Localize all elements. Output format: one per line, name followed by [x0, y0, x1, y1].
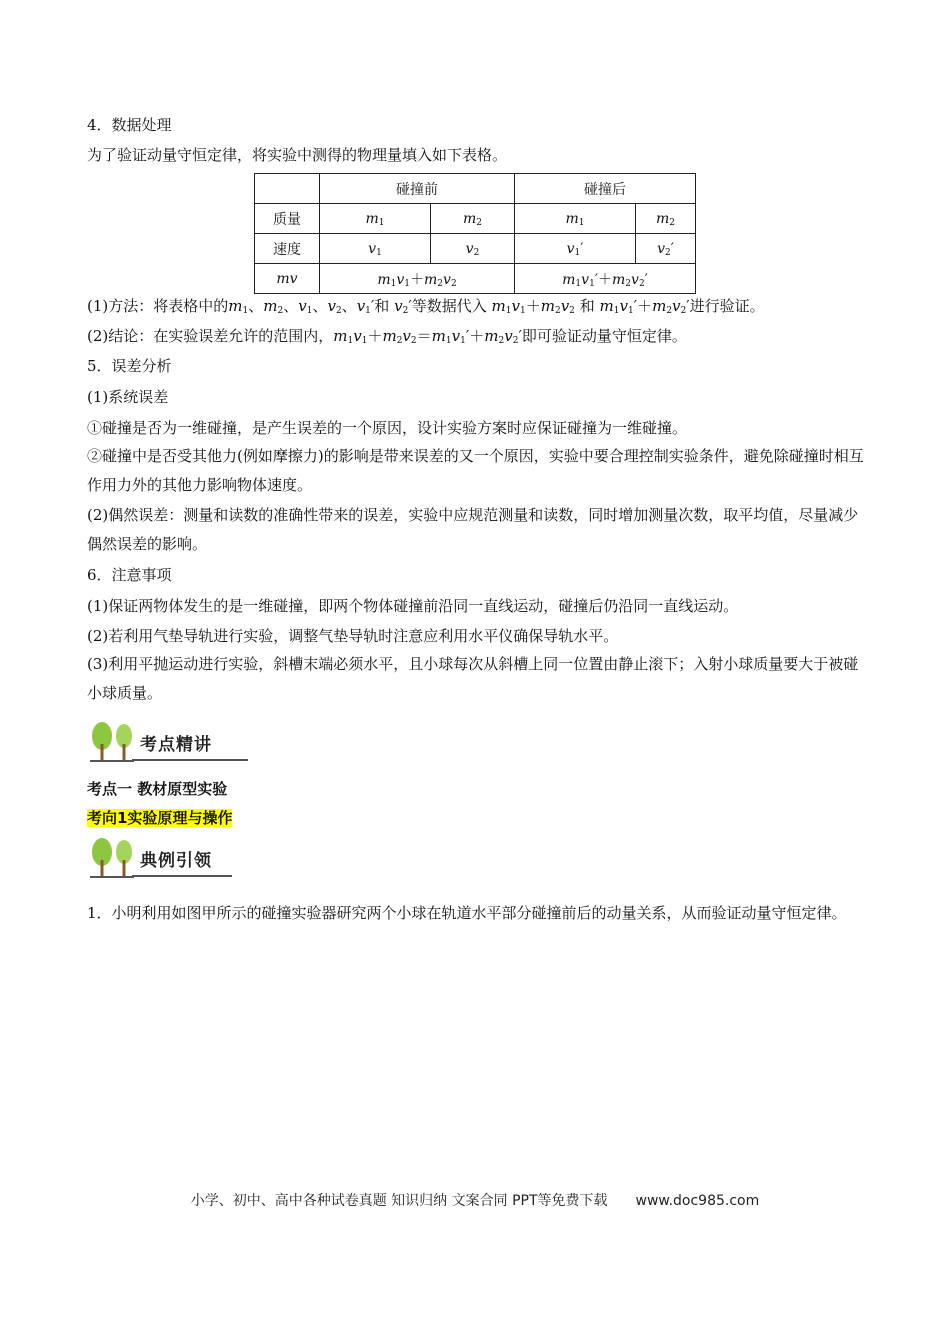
- row-mv-label: mv: [255, 264, 320, 294]
- conclusion-paragraph: (2)结论：在实验误差允许的范围内，$m_1v_1+m_2v_2=m_1v_1'+m_2v_2'$即可验证动量守恒定律。: [87, 327, 687, 346]
- data-table: 碰撞前 碰撞后 质量 $m_1$ $m_2$ $m_1$ $m_2$ 速度 $v_1$ $v_2$ $v_1'$ $v_2'$ mv $m_1v_1+m_2v_2$ $m_1v_1'+m_2v_2'$: [254, 173, 696, 294]
- badge-title: 典例引领: [140, 851, 212, 871]
- section6-p1: (1)保证两物体发生的是一维碰撞，即两个物体碰撞前沿同一直线运动，碰撞后仍沿同一直线运动。: [87, 597, 739, 615]
- section-heading-5: 5．误差分析: [87, 357, 172, 375]
- section6-p2: (2)若利用气垫导轨进行实验，调整气垫导轨时注意应利用水平仪确保导轨水平。: [87, 627, 619, 645]
- badge-title: 考点精讲: [140, 735, 212, 755]
- tree-icon: [88, 720, 136, 766]
- header-after: 碰撞后: [515, 174, 696, 204]
- page-footer: [0, 1190, 950, 1210]
- section5-p4: (2)偶然误差：测量和读数的准确性带来的误差，实验中应规范测量和读数，同时增加测量次数，取平均值，尽量减少偶然误差的影响。: [87, 506, 859, 553]
- footer-text: 小学、初中、高中各种试卷真题 知识归纳 文案合同 PPT等免费下载: [190, 1193, 608, 1209]
- section-heading-4: 4．数据处理: [87, 116, 172, 134]
- badge-kaodian-jingjiang: [88, 720, 248, 766]
- header-before: 碰撞前: [320, 174, 515, 204]
- section4-intro: 为了验证动量守恒定律，将实验中测得的物理量填入如下表格。: [87, 146, 508, 164]
- kaodian-title: 考点一 教材原型实验: [87, 780, 228, 798]
- section6-p3: (3)利用平抛运动进行实验，斜槽末端必须水平，且小球每次从斜槽上同一位置由静止滚下；入射小球质量要大于被碰小球质量。: [87, 655, 859, 702]
- section5-p3: ②碰撞中是否受其他力(例如摩擦力)的影响是带来误差的又一个原因，实验中要合理控制实验条件，避免除碰撞时相互作用力外的其他力影响物体速度。: [87, 447, 864, 494]
- footer-url[interactable]: www.doc985.com: [635, 1193, 760, 1209]
- tree-icon: [88, 836, 136, 882]
- method-paragraph: (1)方法：将表格中的$m_1$、$m_2$、$v_1$、$v_2$、$v_1'$和 $v_2'$等数据代入 $m_1v_1+m_2v_2$ 和 $m_1v_1'+m_2v_2'$进行验证。: [87, 297, 765, 316]
- section5-p1: (1)系统误差: [87, 388, 169, 406]
- row-speed-label: 速度: [255, 234, 320, 264]
- badge-dianli-yinling: [88, 836, 248, 882]
- kaoxiang-title: 考向1实验原理与操作: [87, 809, 233, 827]
- section-heading-6: 6．注意事项: [87, 566, 172, 584]
- row-mass-label: 质量: [255, 204, 320, 234]
- section5-p2: ①碰撞是否为一维碰撞，是产生误差的一个原因，设计实验方案时应保证碰撞为一维碰撞。: [87, 419, 688, 437]
- question-1: 1．小明利用如图甲所示的碰撞实验器研究两个小球在轨道水平部分碰撞前后的动量关系，从而验证动量守恒定律。: [87, 904, 847, 922]
